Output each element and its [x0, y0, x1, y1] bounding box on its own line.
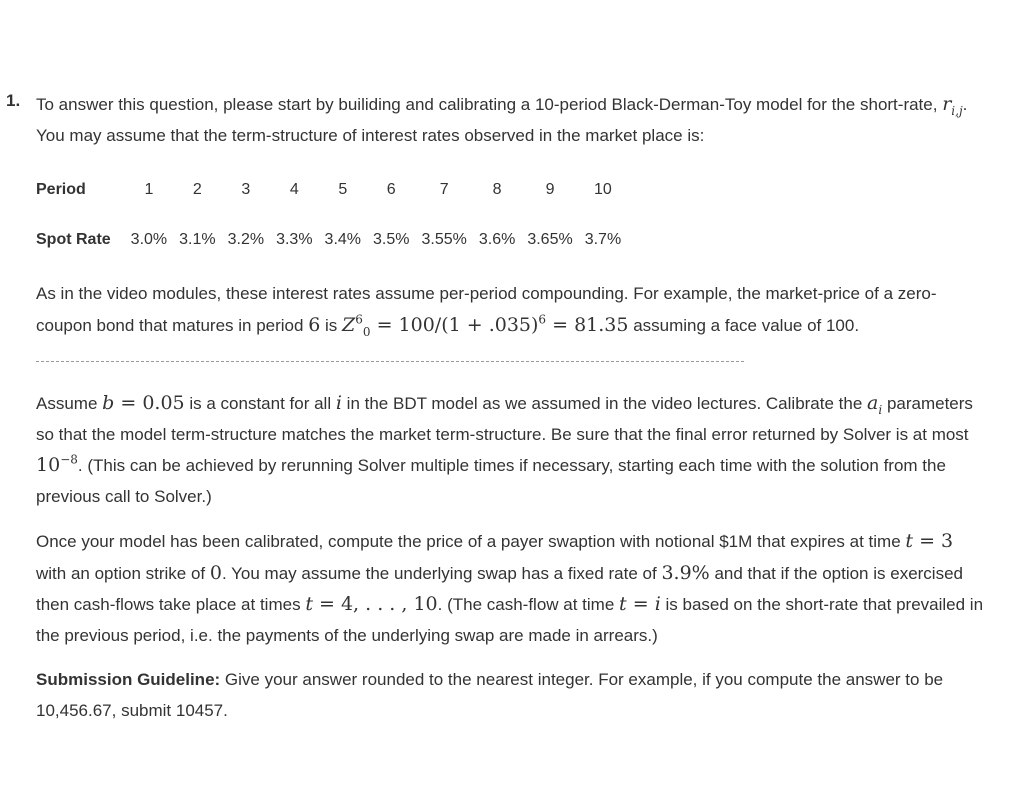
- question-number: 1.: [6, 91, 21, 110]
- fixed-rate-value: 3.9%: [661, 561, 710, 584]
- period-cell: 10: [594, 181, 612, 198]
- spot-rate-cell: 3.7%: [584, 231, 622, 248]
- swaption-text-3: . You may assume the underlying swap has a fixed rate of: [221, 563, 657, 583]
- period-label: Period: [36, 181, 86, 198]
- dashed-divider: [36, 361, 744, 362]
- spot-rate-cell: 3.65%: [527, 231, 573, 248]
- spot-rate-cell: 3.4%: [324, 231, 362, 248]
- guideline-text: Give your answer rounded to the nearest integer. For example, if you compute the answer to be 10,456.67, submit 10457.: [36, 670, 944, 720]
- period-cell: 8: [492, 181, 502, 198]
- period-cell: 1: [144, 181, 154, 198]
- b-equation: b = 0.05: [102, 392, 185, 414]
- spot-rate-cell: 3.2%: [227, 231, 265, 248]
- math-period: 6: [308, 313, 321, 336]
- term-structure-table: [36, 165, 627, 265]
- t-equals-i: t = i: [619, 593, 661, 615]
- a-i-symbol: $a_i$: [867, 392, 883, 417]
- swaption-text-5: . (The cash-flow at time: [437, 595, 615, 614]
- strike-value: 0: [209, 561, 222, 584]
- period-cell: 4: [289, 181, 299, 198]
- question-body: [36, 89, 986, 726]
- compounding-paragraph: [36, 279, 986, 341]
- assume-text-2: is a constant for all: [189, 394, 332, 413]
- short-rate-symbol: $r_{i,j}$: [942, 93, 963, 118]
- swaption-paragraph: [36, 526, 986, 651]
- swaption-text-6: is based on the short-rate that prevailed in the previous period, i.e. the payments of the underlying swap are made in arrears.): [36, 595, 984, 645]
- period-cell: 3: [241, 181, 251, 198]
- compounding-text-1: As in the video modules, these interest rates assume per-period compounding. For example, the market-price of a zero-coupon bond that matures in period: [36, 284, 937, 335]
- assume-text-3: in the BDT model as we assumed in the video lectures. Calibrate the: [346, 394, 863, 413]
- compounding-is: is: [325, 315, 338, 335]
- assume-text-4: parameters so that the model term-structure matches the market term-structure. Be sure that the final error returned by Solver is at most: [36, 394, 973, 444]
- error-tolerance: $10^{-8}$: [36, 452, 78, 476]
- math-i: i: [335, 392, 342, 414]
- zcb-formula: $Z^6_0 = 100/(1 + .035)^6 = 81.35$: [342, 312, 629, 339]
- spot-rate-cell: 3.0%: [130, 231, 168, 248]
- spot-rate-cell: 3.55%: [421, 231, 467, 248]
- spot-rate-cell: 3.1%: [179, 231, 216, 248]
- swaption-text-2: with an option strike of: [36, 563, 206, 583]
- period-cell: 5: [338, 181, 348, 198]
- swaption-text-4: and that if the option is exercised then cash-flows take place at times: [36, 563, 963, 614]
- cashflow-times: t = 4, . . . , 10: [305, 593, 438, 615]
- spot-rate-label: Spot Rate: [36, 231, 111, 248]
- spot-rate-cell: 3.3%: [276, 231, 313, 248]
- spot-rate-cell: 3.5%: [373, 231, 410, 248]
- calibration-paragraph: [36, 388, 986, 512]
- period-cell: 6: [386, 181, 396, 198]
- period-cell: 7: [439, 181, 449, 198]
- period-cell: 9: [545, 181, 555, 198]
- guideline-label: Submission Guideline:: [36, 670, 221, 689]
- t-expiry-equation: t = 3: [905, 530, 954, 552]
- intro-text-2: . You may assume that the term-structure of interest rates observed in the market place is:: [36, 95, 968, 145]
- intro-paragraph: [36, 89, 986, 151]
- guideline-paragraph: [36, 665, 986, 726]
- spot-rate-row: [36, 215, 627, 265]
- swaption-text-1: Once your model has been calibrated, compute the price of a payer swaption with notional $1M that expires at time: [36, 532, 901, 551]
- compounding-text-2: assuming a face value of 100.: [633, 315, 860, 335]
- question-block: [6, 89, 996, 726]
- spot-rate-cell: 3.6%: [478, 231, 516, 248]
- intro-text-1: To answer this question, please start by builiding and calibrating a 10-period Black-Derman-Toy model for the short-rate,: [36, 95, 938, 114]
- assume-text-1: Assume: [36, 394, 98, 413]
- period-row: [36, 165, 627, 215]
- period-cell: 2: [192, 181, 202, 198]
- assume-text-5: . (This can be achieved by rerunning Solver multiple times if necessary, starting each time with the solution from the previous call to Solver.): [36, 456, 946, 506]
